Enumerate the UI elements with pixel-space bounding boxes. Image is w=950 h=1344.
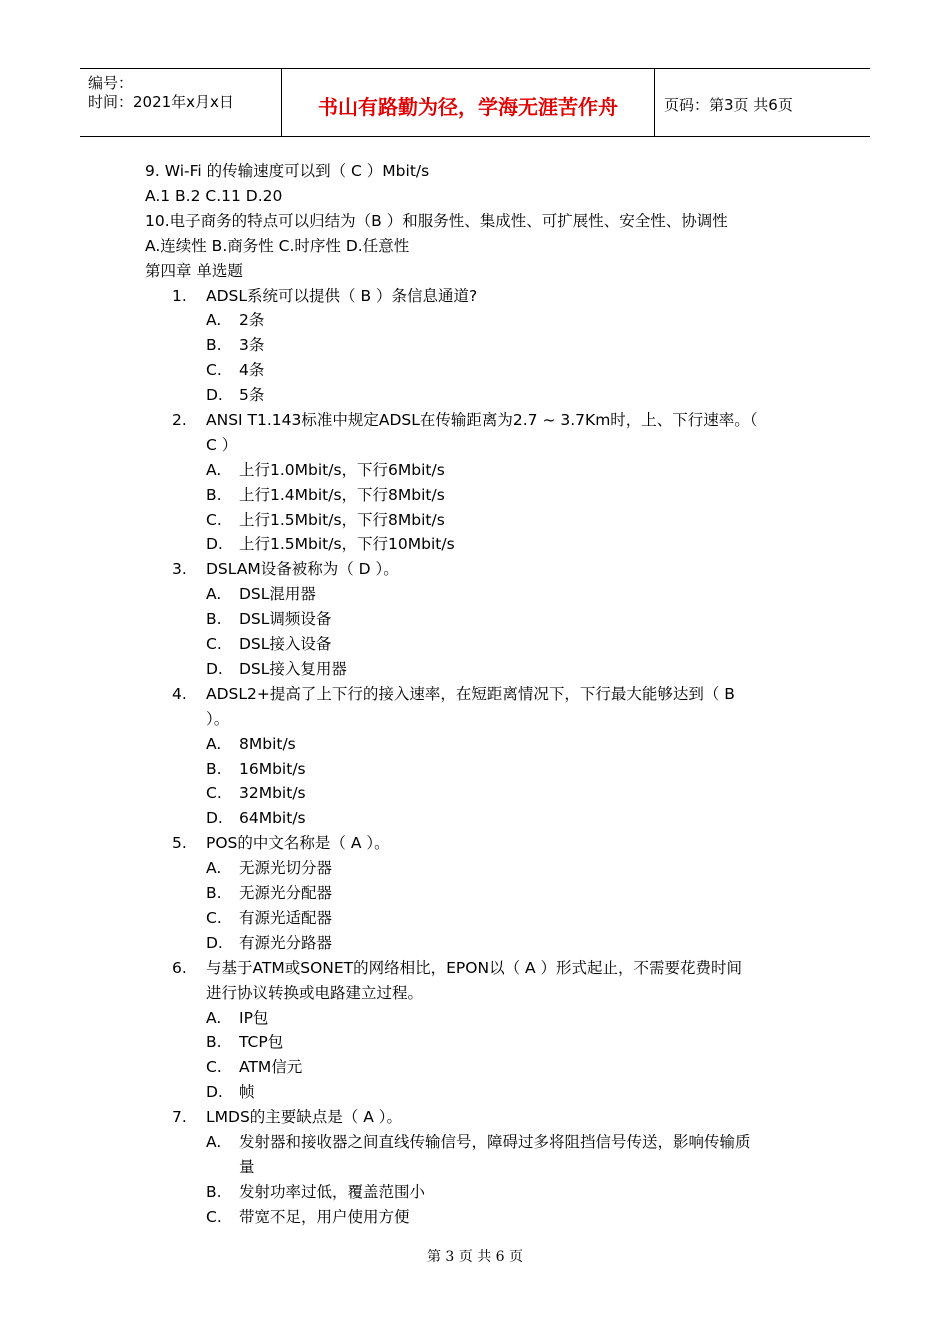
- question-text: LMDS的主要缺点是（ A ）。: [206, 1108, 402, 1126]
- option-letter: B.: [206, 610, 222, 628]
- option-letter: B.: [206, 1183, 222, 1201]
- option-letter: A.: [206, 1009, 222, 1027]
- option-text: DSL接入设备: [239, 635, 332, 653]
- question-text: ADSL2+提高了上下行的接入速率，在短距离情况下，下行最大能够达到（ B: [206, 685, 735, 703]
- option-text: 8Mbit/s: [239, 735, 296, 753]
- page-footer: 第 3 页 共 6 页: [426, 1249, 524, 1265]
- option-text: 有源光适配器: [239, 909, 333, 927]
- question-number: 3.: [172, 560, 187, 578]
- option-letter: A.: [206, 735, 222, 753]
- option-letter: A.: [206, 859, 222, 877]
- option-letter: A.: [206, 461, 222, 479]
- question-text: ANSI T1.143标准中规定ADSL在传输距离为2.7 ~ 3.7Km时，上、下行速率。（: [206, 411, 758, 429]
- page-info: 页码：第3页 共6页: [664, 96, 793, 114]
- option-text: IP包: [239, 1009, 269, 1027]
- option-letter: C.: [206, 909, 222, 927]
- option-text: 带宽不足，用户使用方便: [239, 1208, 410, 1226]
- option-text: DSL接入复用器: [239, 660, 347, 678]
- option-letter: B.: [206, 486, 222, 504]
- header-page-cell: [654, 69, 870, 136]
- option-letter: C.: [206, 1208, 222, 1226]
- question-text: 与基于ATM或SONET的网络相比，EPON以（ A ）形式起止，不需要花费时间: [206, 959, 743, 977]
- option-text: 上行1.5Mbit/s，下行8Mbit/s: [239, 511, 445, 529]
- option-letter: B.: [206, 336, 222, 354]
- option-letter: C.: [206, 635, 222, 653]
- question-number: 1.: [172, 287, 187, 305]
- option-text: 16Mbit/s: [239, 760, 306, 778]
- doc-number-label: 编号：: [88, 74, 134, 92]
- option-text: 32Mbit/s: [239, 784, 306, 802]
- option-letter: D.: [206, 386, 223, 404]
- question-text: POS的中文名称是（ A ）。: [206, 834, 390, 852]
- pre-item-line: A.连续性 B.商务性 C.时序性 D.任意性: [145, 237, 410, 255]
- pre-item-line: A.1 B.2 C.11 D.20: [145, 187, 283, 205]
- motto: 书山有路勤为径，学海无涯苦作舟: [318, 95, 618, 119]
- option-letter: A.: [206, 585, 222, 603]
- option-text: 发射功率过低，覆盖范围小: [239, 1183, 426, 1201]
- option-letter: A.: [206, 311, 222, 329]
- option-letter: D.: [206, 1083, 223, 1101]
- question-text: DSLAM设备被称为（ D ）。: [206, 560, 399, 578]
- option-text: 上行1.0Mbit/s，下行6Mbit/s: [239, 461, 445, 479]
- option-letter: D.: [206, 660, 223, 678]
- question-text: ADSL系统可以提供（ B ）条信息通道?: [206, 287, 478, 305]
- question-text: 进行协议转换或电路建立过程。: [206, 984, 424, 1002]
- option-text: 有源光分路器: [239, 934, 333, 952]
- option-letter: D.: [206, 535, 223, 553]
- option-text: ATM信元: [239, 1058, 303, 1076]
- question-number: 6.: [172, 959, 187, 977]
- option-letter: C.: [206, 1058, 222, 1076]
- option-letter: D.: [206, 809, 223, 827]
- option-text: 帧: [239, 1083, 255, 1101]
- option-letter: C.: [206, 361, 222, 379]
- question-number: 7.: [172, 1108, 187, 1126]
- option-letter: C.: [206, 511, 222, 529]
- option-text: 无源光切分器: [239, 859, 333, 877]
- option-text: 量: [239, 1158, 255, 1176]
- option-letter: B.: [206, 1033, 222, 1051]
- option-letter: C.: [206, 784, 222, 802]
- option-letter: B.: [206, 760, 222, 778]
- option-text: 64Mbit/s: [239, 809, 306, 827]
- option-text: 无源光分配器: [239, 884, 333, 902]
- doc-time: 时间：2021年x月x日: [88, 93, 234, 111]
- header-motto-cell: [281, 69, 655, 136]
- option-text: TCP包: [239, 1033, 284, 1051]
- pre-item-line: 10.电子商务的特点可以归结为（B ）和服务性、集成性、可扩展性、安全性、协调性: [145, 212, 728, 230]
- question-number: 4.: [172, 685, 187, 703]
- option-letter: B.: [206, 884, 222, 902]
- option-text: 发射器和接收器之间直线传输信号，障碍过多将阻挡信号传送，影响传输质: [239, 1133, 751, 1151]
- document-header: [80, 68, 870, 137]
- option-letter: A.: [206, 1133, 222, 1151]
- option-text: 4条: [239, 361, 265, 379]
- option-text: 5条: [239, 386, 265, 404]
- chapter-title: 第四章 单选题: [145, 262, 243, 280]
- question-number: 2.: [172, 411, 187, 429]
- option-text: 2条: [239, 311, 265, 329]
- option-letter: D.: [206, 934, 223, 952]
- header-meta-cell: [80, 69, 281, 136]
- option-text: DSL调频设备: [239, 610, 332, 628]
- question-number: 5.: [172, 834, 187, 852]
- option-text: 上行1.4Mbit/s，下行8Mbit/s: [239, 486, 445, 504]
- question-text: C ）: [206, 436, 238, 454]
- option-text: 3条: [239, 336, 265, 354]
- option-text: 上行1.5Mbit/s，下行10Mbit/s: [239, 535, 455, 553]
- option-text: DSL混用器: [239, 585, 316, 603]
- pre-item-line: 9. Wi-Fi 的传输速度可以到（ C ）Mbit/s: [145, 162, 430, 180]
- question-text: ）。: [206, 710, 230, 728]
